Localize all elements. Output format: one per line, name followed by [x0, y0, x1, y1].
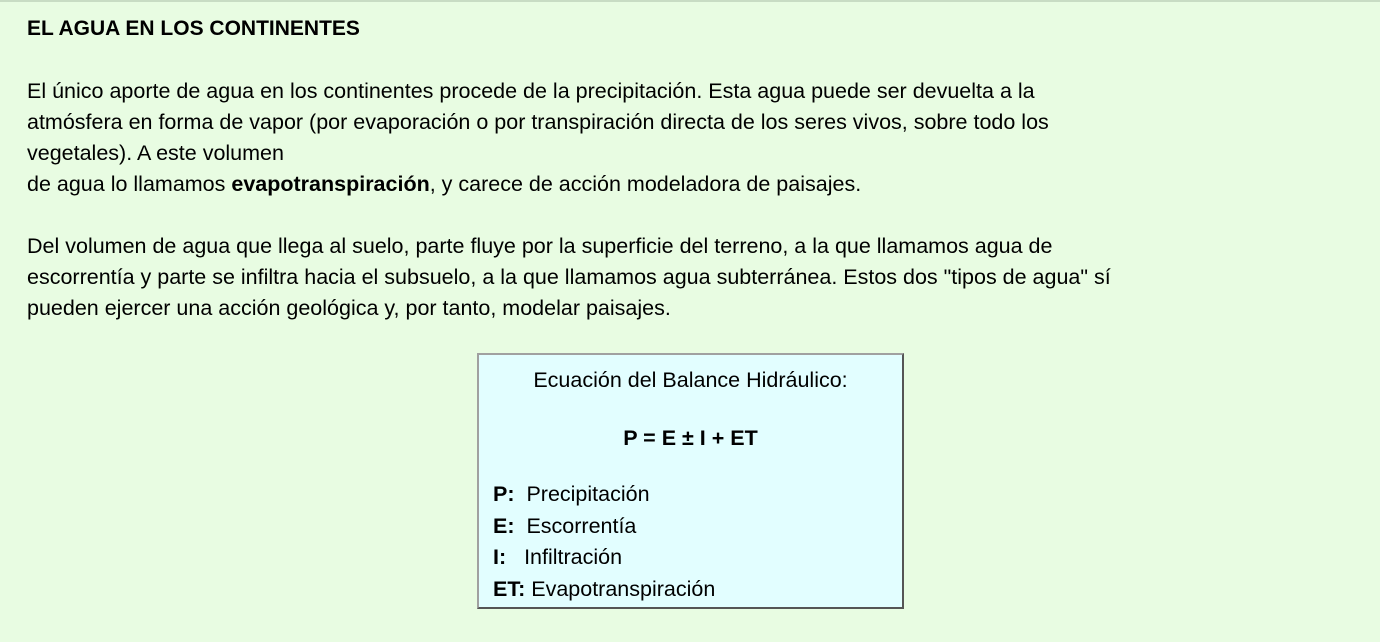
paragraph-precipitation — [27, 76, 1357, 200]
legend-value: Evapotranspiración — [531, 576, 716, 601]
bold-term-evapotranspiration: evapotranspiración — [231, 172, 430, 196]
paragraph-text: , y carece de acción modeladora de paisajes. — [429, 172, 862, 196]
legend-key: ET: — [493, 576, 526, 601]
document-content — [27, 16, 1357, 324]
paragraph-line: atmósfera en forma de vapor (por evaporación o por transpiración directa de los seres vivos, sobre todo los — [27, 110, 1049, 134]
legend-key: I: — [493, 545, 507, 569]
legend-value: Precipitación — [526, 482, 650, 506]
paragraph-runoff — [27, 231, 1357, 324]
legend-item-evapotranspiration — [493, 574, 715, 606]
legend-item-precipitation — [493, 479, 715, 511]
paragraph-line: El único aporte de agua en los continentes procede de la precipitación. Esta agua puede ser devuelta a la — [27, 79, 1035, 103]
equation-box — [477, 353, 904, 609]
paragraph-text: de agua lo llamamos — [27, 172, 232, 196]
legend-item-runoff — [493, 511, 715, 543]
legend-value: Infiltración — [524, 545, 623, 569]
legend-value: Escorrentía — [526, 513, 637, 538]
equation-legend — [493, 479, 715, 605]
legend-separator — [506, 545, 524, 569]
paragraph-line: pueden ejercer una acción geológica y, por tanto, modelar paisajes. — [27, 296, 671, 320]
legend-key: P: — [493, 482, 515, 506]
paragraph-line: escorrentía y parte se infiltra hacia el subsuelo, a la que llamamos agua subterránea. Estos dos "tipos de agua" sí — [27, 265, 1111, 289]
paragraph-line: Del volumen de agua que llega al suelo, parte fluye por la superficie del terreno, a la que llamamos agua de — [27, 234, 1053, 258]
page-title: EL AGUA EN LOS CONTINENTES — [27, 17, 360, 40]
equation-formula: P = E ± I + ET — [623, 426, 758, 450]
legend-key: E: — [493, 513, 515, 538]
equation-box-title: Ecuación del Balance Hidráulico: — [533, 368, 848, 392]
paragraph-line: vegetales). A este volumen — [27, 141, 284, 165]
legend-item-infiltration — [493, 542, 715, 574]
legend-separator — [515, 482, 527, 506]
legend-separator — [515, 514, 527, 538]
top-divider — [0, 0, 1380, 2]
